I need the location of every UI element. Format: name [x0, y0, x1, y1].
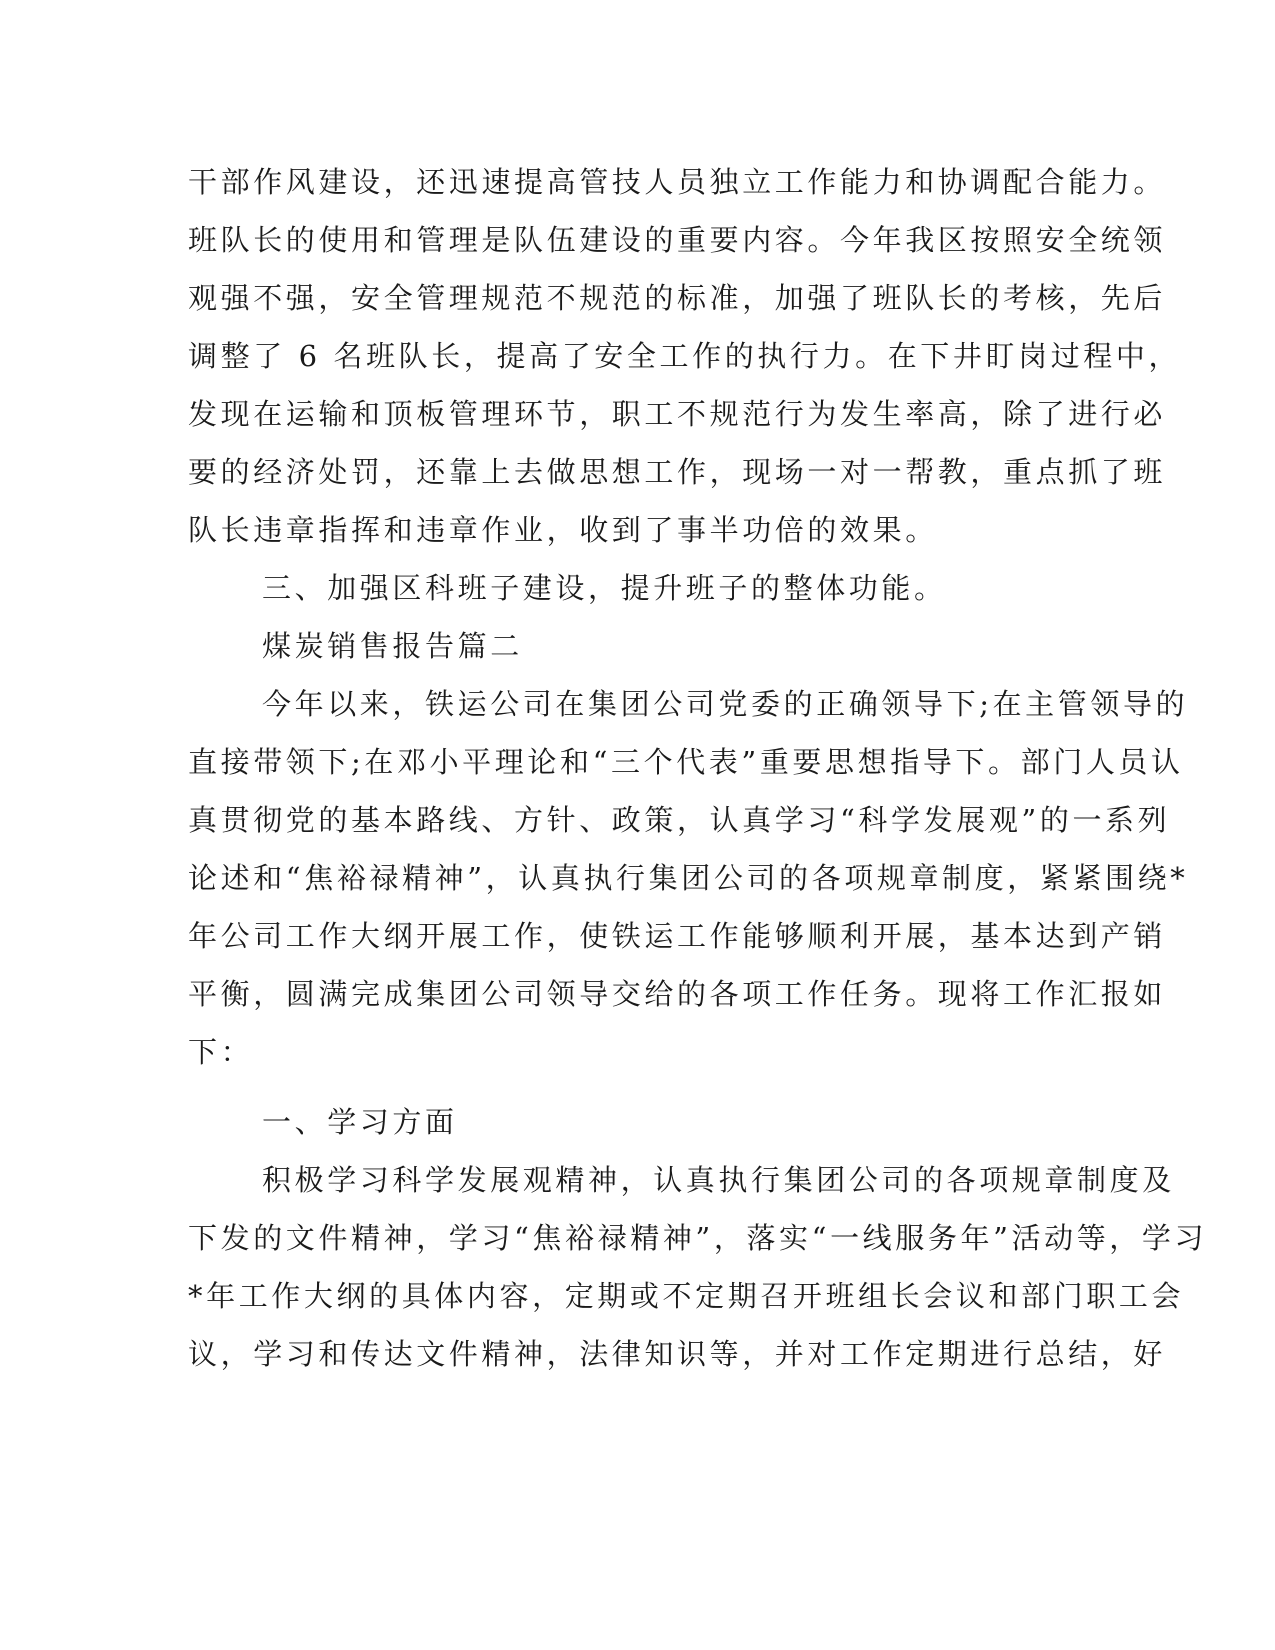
section-heading: 三、加强区科班子建设，提升班子的整体功能。	[262, 571, 947, 605]
article-title: 煤炭销售报告篇二	[262, 629, 523, 663]
text-line: 议，学习和传达文件精神，法律知识等，并对工作定期进行总结，好	[188, 1337, 1167, 1371]
text-line: *年工作大纲的具体内容，定期或不定期召开班组长会议和部门职工会	[188, 1279, 1185, 1313]
paragraph-start: 今年以来，铁运公司在集团公司党委的正确领导下;在主管领导的	[262, 687, 1189, 721]
paragraph-start: 积极学习科学发展观精神，认真执行集团公司的各项规章制度及	[262, 1163, 1175, 1197]
text-line: 直接带领下;在邓小平理论和“三个代表”重要思想指导下。部门人员认	[188, 745, 1184, 779]
text-line: 平衡，圆满完成集团公司领导交给的各项工作任务。现将工作汇报如	[188, 977, 1167, 1011]
text-line: 发现在运输和顶板管理环节，职工不规范行为发生率高，除了进行必	[188, 397, 1167, 431]
text-line: 论述和“焦裕禄精神”，认真执行集团公司的各项规章制度，紧紧围绕*	[188, 861, 1189, 895]
text-line: 干部作风建设，还迅速提高管技人员独立工作能力和协调配合能力。	[188, 165, 1167, 199]
text-line: 下发的文件精神，学习“焦裕禄精神”，落实“一线服务年”活动等，学习	[188, 1221, 1208, 1255]
text-line: 班队长的使用和管理是队伍建设的重要内容。今年我区按照安全统领	[188, 223, 1167, 257]
text-line: 观强不强，安全管理规范不规范的标准，加强了班队长的考核，先后	[188, 281, 1167, 315]
text-line: 真贯彻党的基本路线、方针、政策，认真学习“科学发展观”的一系列	[188, 803, 1171, 837]
text-line: 调整了 6 名班队长，提高了安全工作的执行力。在下井盯岗过程中，	[188, 339, 1182, 373]
text-line: 队长违章指挥和违章作业，收到了事半功倍的效果。	[188, 513, 938, 547]
text-line: 年公司工作大纲开展工作，使铁运工作能够顺利开展，基本达到产销	[188, 919, 1167, 953]
section-heading: 一、学习方面	[262, 1105, 458, 1139]
text-line: 要的经济处罚，还靠上去做思想工作，现场一对一帮教，重点抓了班	[188, 455, 1167, 489]
text-line: 下：	[188, 1035, 254, 1069]
